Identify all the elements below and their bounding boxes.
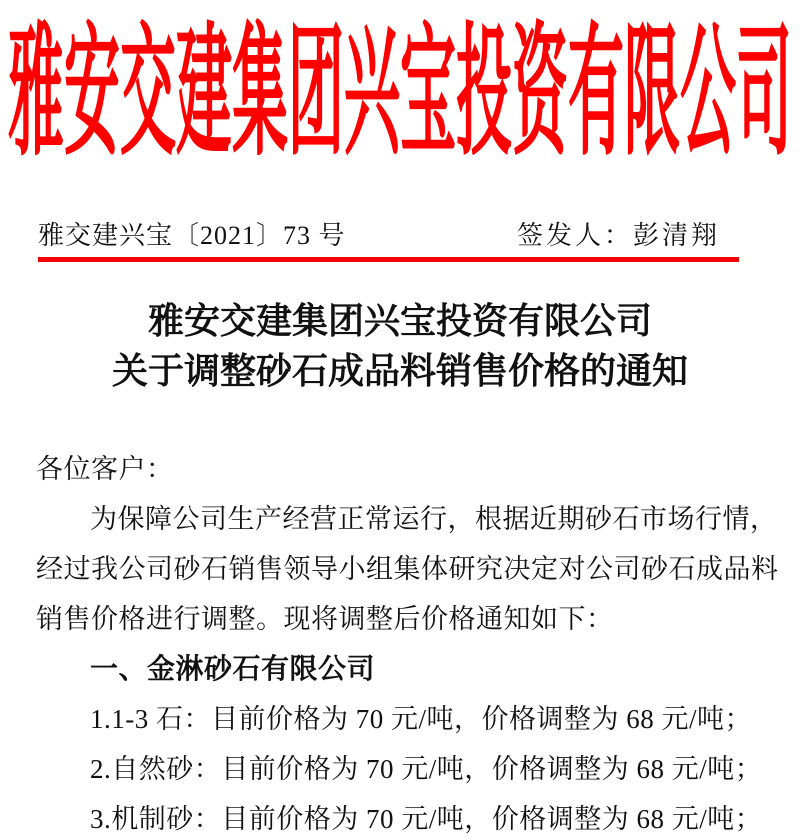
letterhead-company-name: 雅安交建集团兴宝投资有限公司 — [8, 16, 792, 175]
paragraph-line-2: 经过我公司砂石销售领导小组集体研究决定对公司砂石成品料 — [36, 554, 779, 584]
price-item-3: 3.机制砂：目前价格为 70 元/吨，价格调整为 68 元/吨； — [90, 804, 763, 834]
document-title — [0, 296, 800, 396]
price-item-2: 2.自然砂：目前价格为 70 元/吨，价格调整为 68 元/吨； — [90, 754, 763, 784]
salutation: 各位客户： — [36, 454, 174, 484]
document-number: 雅交建兴宝〔2021〕73 号 — [38, 221, 346, 250]
price-item-1: 1.1-3 石：目前价格为 70 元/吨，价格调整为 68 元/吨； — [90, 704, 752, 734]
issuer-name: 签发人：彭清翔 — [516, 221, 720, 250]
red-divider-line — [38, 257, 739, 262]
paragraph-line-1: 为保障公司生产经营正常运行，根据近期砂石市场行情， — [90, 504, 778, 534]
document-title-line2: 关于调整砂石成品料销售价格的通知 — [111, 351, 688, 391]
document-body — [36, 444, 779, 840]
document-title-line1: 雅安交建集团兴宝投资有限公司 — [147, 301, 652, 341]
paragraph-line-3: 销售价格进行调整。现将调整后价格通知如下： — [36, 604, 614, 634]
section-heading-company: 一、金淋砂石有限公司 — [90, 653, 376, 684]
